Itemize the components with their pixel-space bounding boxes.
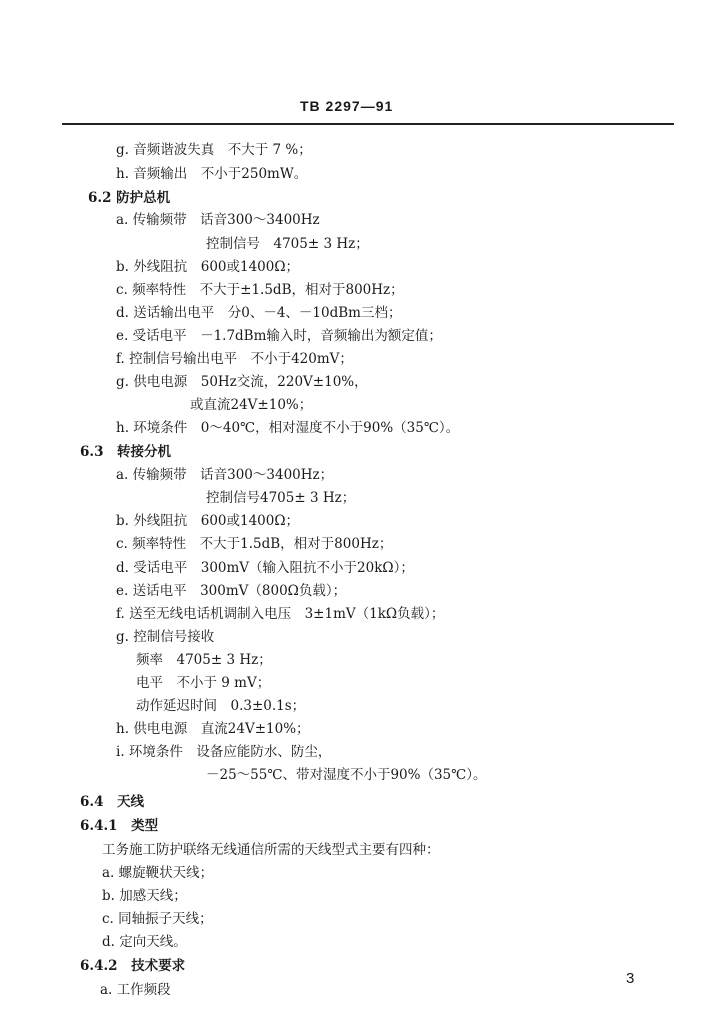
receive-level: 电平 不小于 9 mV； xyxy=(136,675,271,691)
antenna-type-c: c. 同轴振子天线； xyxy=(102,911,213,927)
header-rule xyxy=(62,123,674,125)
item-i-environment: i. 环境条件 设备应能防水、防尘， xyxy=(116,744,332,760)
item-a-working-band: a. 工作频段 xyxy=(100,982,171,998)
item-a-transmission-band: a. 传输频带 话音300～3400Hz xyxy=(116,212,320,228)
item-h-power-supply: h. 供电电源 直流24V±10%； xyxy=(116,721,310,737)
item-b-line-impedance: b. 外线阻抗 600或1400Ω； xyxy=(116,259,300,275)
item-b-line-impedance: b. 外线阻抗 600或1400Ω； xyxy=(116,513,300,529)
item-f-control-signal-output: f. 控制信号输出电平 不小于420mV； xyxy=(116,351,353,367)
section-6-2-heading: 6.2 防护总机 xyxy=(88,190,171,206)
section-6-4-2-heading: 6.4.2 技术要求 xyxy=(80,958,186,974)
item-f-modulation-input: f. 送至无线电话机调制入电压 3±1mV（1kΩ负载）； xyxy=(116,606,445,622)
item-g-power-supply: g. 供电电源 50Hz交流，220V±10%， xyxy=(116,374,368,390)
item-a-control-signal: 控制信号4705± 3 Hz； xyxy=(206,490,356,506)
item-d-send-output-level: d. 送话输出电平 分0、－4、－10dBm三档； xyxy=(116,305,402,321)
antenna-types-intro: 工务施工防护联络无线通信所需的天线型式主要有四种： xyxy=(102,842,440,858)
item-h-audio-output: h. 音频输出 不小于250mW。 xyxy=(116,166,308,182)
section-6-3-heading: 6.3 转接分机 xyxy=(80,444,171,460)
action-delay-time: 动作延迟时间 0.3±0.1s； xyxy=(136,698,306,714)
receive-frequency: 频率 4705± 3 Hz； xyxy=(136,652,272,668)
page-number: 3 xyxy=(626,970,635,987)
item-a-transmission-band: a. 传输频带 话音300～3400Hz； xyxy=(116,467,334,483)
item-e-send-level: e. 送话电平 300mV（800Ω负载）； xyxy=(116,583,347,599)
item-h-environment: h. 环境条件 0～40℃，相对湿度不小于90%（35℃）。 xyxy=(116,420,460,436)
document-id-header: TB 2297—91 xyxy=(300,98,394,114)
item-d-receive-level: d. 受话电平 300mV（输入阻抗不小于20kΩ）； xyxy=(116,560,414,576)
item-c-frequency-response: c. 频率特性 不大于1.5dB，相对于800Hz； xyxy=(116,536,393,552)
antenna-type-a: a. 螺旋鞭状天线； xyxy=(102,865,214,881)
antenna-type-b: b. 加感天线； xyxy=(102,888,187,904)
antenna-type-d: d. 定向天线。 xyxy=(102,934,187,950)
item-g-harmonic-distortion: g. 音频谐波失真 不大于 7 %； xyxy=(116,142,312,158)
item-g-control-signal-receive: g. 控制信号接收 xyxy=(116,629,215,645)
item-i-environment-range: －25～55℃、带对湿度不小于90%（35℃）。 xyxy=(206,767,487,783)
item-e-receive-level: e. 受话电平 －1.7dBm输入时，音频输出为额定值； xyxy=(116,328,442,344)
section-6-4-heading: 6.4 天线 xyxy=(80,794,144,810)
item-c-frequency-response: c. 频率特性 不大于±1.5dB，相对于800Hz； xyxy=(116,282,404,298)
item-a-control-signal: 控制信号 4705± 3 Hz； xyxy=(206,236,369,252)
item-g-power-supply-dc: 或直流24V±10%； xyxy=(190,397,313,413)
section-6-4-1-heading: 6.4.1 类型 xyxy=(80,818,159,834)
